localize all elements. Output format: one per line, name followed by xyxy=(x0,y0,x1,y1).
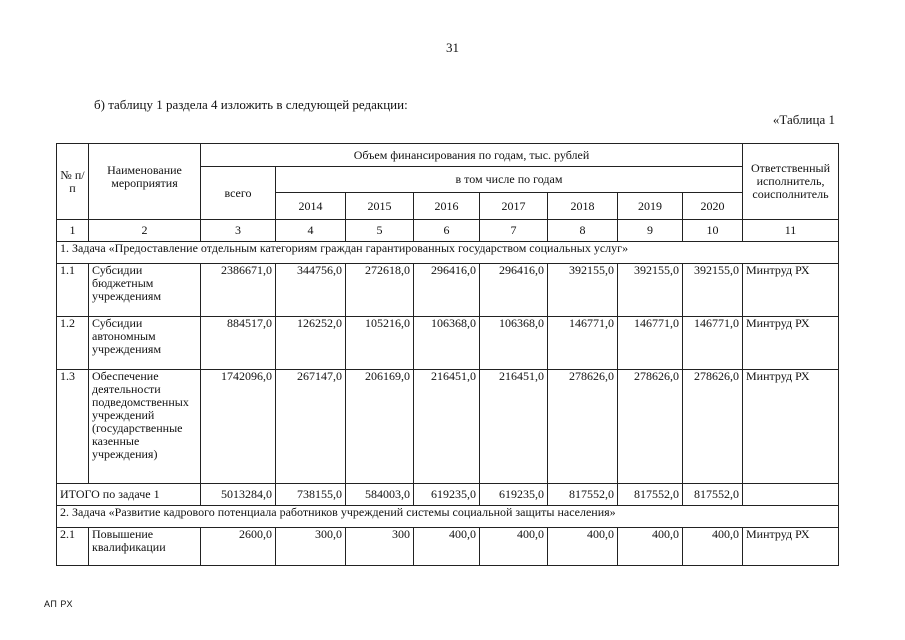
header-row-1 xyxy=(57,144,839,167)
row-year-value: 278626,0 xyxy=(618,370,683,484)
row-responsible: Минтруд РХ xyxy=(743,370,839,484)
header-year: 2020 xyxy=(683,193,743,220)
row-year-value: 344756,0 xyxy=(276,264,346,317)
row-name: Обеспечение деятельности подведомственных учреждений (государственные казенные учреждения) xyxy=(89,370,201,484)
row-year-value: 300 xyxy=(346,528,414,566)
row-year-value: 296416,0 xyxy=(414,264,480,317)
row-year-value: 400,0 xyxy=(618,528,683,566)
column-number: 3 xyxy=(201,220,276,242)
total-year-value: 619235,0 xyxy=(414,484,480,506)
header-year: 2015 xyxy=(346,193,414,220)
header-total: всего xyxy=(201,167,276,220)
total-year-value: 738155,0 xyxy=(276,484,346,506)
row-num: 1.1 xyxy=(57,264,89,317)
row-year-value: 400,0 xyxy=(548,528,618,566)
header-name: Наименование мероприятия xyxy=(89,144,201,220)
row-year-value: 216451,0 xyxy=(480,370,548,484)
row-year-value: 146771,0 xyxy=(548,317,618,370)
table-caption: «Таблица 1 xyxy=(772,112,835,127)
row-year-value: 400,0 xyxy=(414,528,480,566)
column-number: 1 xyxy=(57,220,89,242)
row-year-value: 392155,0 xyxy=(683,264,743,317)
column-number: 7 xyxy=(480,220,548,242)
total-year-value: 619235,0 xyxy=(480,484,548,506)
column-number: 5 xyxy=(346,220,414,242)
row-total: 2600,0 xyxy=(201,528,276,566)
table-row xyxy=(57,528,839,566)
column-number: 8 xyxy=(548,220,618,242)
header-year: 2017 xyxy=(480,193,548,220)
total-year-value: 817552,0 xyxy=(683,484,743,506)
row-year-value: 106368,0 xyxy=(414,317,480,370)
row-year-value: 400,0 xyxy=(683,528,743,566)
intro-text: б) таблицу 1 раздела 4 изложить в следующей редакции: xyxy=(94,97,408,112)
row-total: 884517,0 xyxy=(201,317,276,370)
header-num: № п/п xyxy=(57,144,89,220)
task-2-header-row xyxy=(57,506,839,528)
row-num: 1.3 xyxy=(57,370,89,484)
row-responsible: Минтруд РХ xyxy=(743,528,839,566)
funding-table xyxy=(56,143,839,566)
row-name: Субсидии автономным учреждениям xyxy=(89,317,201,370)
total-label: ИТОГО по задаче 1 xyxy=(57,484,201,506)
column-number: 11 xyxy=(743,220,839,242)
header-year: 2019 xyxy=(618,193,683,220)
total-value: 5013284,0 xyxy=(201,484,276,506)
task-1-header-row xyxy=(57,242,839,264)
total-year-value: 584003,0 xyxy=(346,484,414,506)
task-2-title: 2. Задача «Развитие кадрового потенциала работников учреждений системы социальной защиты населения» xyxy=(57,506,839,528)
header-year: 2014 xyxy=(276,193,346,220)
column-number: 9 xyxy=(618,220,683,242)
page-number: 31 xyxy=(446,40,459,55)
header-year: 2018 xyxy=(548,193,618,220)
row-year-value: 296416,0 xyxy=(480,264,548,317)
row-year-value: 206169,0 xyxy=(346,370,414,484)
header-by-years: в том числе по годам xyxy=(276,167,743,193)
total-year-value: 817552,0 xyxy=(618,484,683,506)
row-responsible: Минтруд РХ xyxy=(743,264,839,317)
row-total: 1742096,0 xyxy=(201,370,276,484)
header-responsible: Ответственный исполнитель, соисполнитель xyxy=(743,144,839,220)
row-responsible: Минтруд РХ xyxy=(743,317,839,370)
task-1-title: 1. Задача «Предоставление отдельным категориям граждан гарантированных государством социальных услуг» xyxy=(57,242,839,264)
row-year-value: 278626,0 xyxy=(683,370,743,484)
row-year-value: 272618,0 xyxy=(346,264,414,317)
row-year-value: 216451,0 xyxy=(414,370,480,484)
row-year-value: 146771,0 xyxy=(683,317,743,370)
row-year-value: 267147,0 xyxy=(276,370,346,484)
total-row xyxy=(57,484,839,506)
row-year-value: 146771,0 xyxy=(618,317,683,370)
row-year-value: 105216,0 xyxy=(346,317,414,370)
footer-mark: АП РХ xyxy=(44,599,73,609)
table-row xyxy=(57,370,839,484)
column-numbers-row xyxy=(57,220,839,242)
column-number: 10 xyxy=(683,220,743,242)
row-num: 2.1 xyxy=(57,528,89,566)
header-year: 2016 xyxy=(414,193,480,220)
header-funding: Объем финансирования по годам, тыс. рублей xyxy=(201,144,743,167)
row-name: Субсидии бюджетным учреждениям xyxy=(89,264,201,317)
row-year-value: 392155,0 xyxy=(548,264,618,317)
row-year-value: 278626,0 xyxy=(548,370,618,484)
table-row xyxy=(57,264,839,317)
total-responsible xyxy=(743,484,839,506)
column-number: 4 xyxy=(276,220,346,242)
row-name: Повышение квалификации xyxy=(89,528,201,566)
row-total: 2386671,0 xyxy=(201,264,276,317)
total-year-value: 817552,0 xyxy=(548,484,618,506)
row-year-value: 400,0 xyxy=(480,528,548,566)
row-num: 1.2 xyxy=(57,317,89,370)
row-year-value: 300,0 xyxy=(276,528,346,566)
table-row xyxy=(57,317,839,370)
column-number: 2 xyxy=(89,220,201,242)
row-year-value: 106368,0 xyxy=(480,317,548,370)
column-number: 6 xyxy=(414,220,480,242)
row-year-value: 126252,0 xyxy=(276,317,346,370)
row-year-value: 392155,0 xyxy=(618,264,683,317)
